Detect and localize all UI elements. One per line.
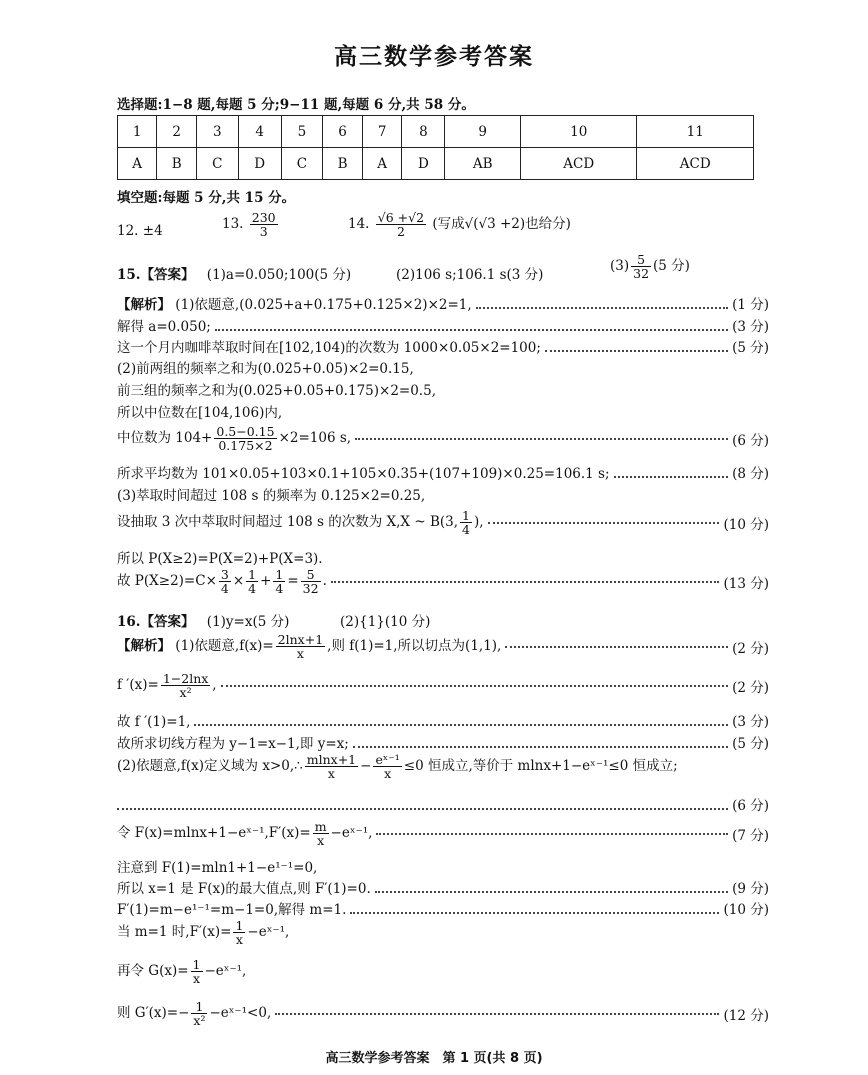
q16-step-2 [117,672,769,699]
numerator: 230 [251,210,276,225]
points: (3 分) [732,319,769,335]
denominator: 32 [302,581,319,597]
points: (2 分) [732,640,769,657]
leader-dots [488,522,720,524]
q15-analysis-label: 【解析】 [117,297,171,313]
q15-answer-3-label: (3) [610,258,630,275]
q16-step-8 [117,877,769,897]
points: (5 分) [732,736,769,752]
q15-step-5: 前三组的频率之和为(0.025+0.05+0.175)×2=0.5, [117,383,436,399]
numerator: √6 +√2 [377,210,425,225]
q15-step-text: 这一个月内咖啡萃取时间在[102,104)的次数为 1000×0.05×2=100; [117,340,541,356]
fill-answer-13-label: 13. [222,216,244,233]
numerator: 1 [275,567,284,582]
denominator: 2 [396,224,405,240]
q16-step-6 [117,820,769,847]
table-cell: 6 [323,116,363,148]
points: (9 分) [732,881,769,897]
leader-dots [353,746,728,748]
table-cell: 2 [157,116,197,148]
fraction [233,919,245,946]
q16-step-text: 故 f ′(1)=1, [117,714,191,730]
q16-step-10 [117,919,289,946]
q15-answer-1: (1)a=0.050;100(5 分) [206,267,352,283]
fraction [631,253,651,280]
table-cell: B [157,148,197,180]
leader-dots [275,1013,719,1015]
fraction [161,672,210,699]
q15-answer-2: (2)106 s;106.1 s(3 分) [396,267,544,283]
table-cell: 7 [363,116,402,148]
points: (10 分) [723,516,769,533]
leader-dots [545,350,728,352]
q16-step-text: 当 m=1 时,F′(x)= [117,924,232,941]
choice-section-header: 选择题:1−8 题,每题 5 分;9−11 题,每题 6 分,共 58 分。 [117,97,475,113]
numerator: 1 [191,1000,207,1014]
q15-step-9: (3)萃取时间超过 108 s 的频率为 0.125×2=0.25, [117,488,426,504]
q15-step-6: 所以中位数在[104,106)内, [117,405,283,421]
fraction [273,568,285,595]
fraction [214,425,276,452]
denominator: 3 [259,224,268,240]
q16-step-1 [117,633,769,660]
table-cell: 9 [445,116,520,148]
table-cell: C [281,148,322,180]
fill-answer-14-label: 14. [348,216,370,233]
denominator: x [327,766,335,782]
table-cell: B [323,148,363,180]
fill-answer-14 [348,211,571,238]
leader-dots [375,891,728,893]
denominator: 4 [462,522,470,538]
q15-step-text: . [322,573,327,590]
fraction [191,1000,207,1027]
fraction [301,568,321,595]
q16-step-5 [117,753,678,780]
fraction [460,509,472,536]
denominator: x [296,646,304,662]
fill-answer-13 [222,211,280,238]
fraction [246,568,258,595]
q15-step-text: + [260,573,272,590]
q15-step-11: 所以 P(X≥2)=P(X=2)+P(X=3). [117,551,323,567]
fraction [305,753,358,780]
table-row-numbers [118,116,754,148]
fraction [219,568,231,595]
q16-step-text: 令 F(x)=mlnx+1−eˣ⁻¹,F′(x)= [117,825,311,842]
q16-step-text: −eˣ⁻¹, [247,924,290,941]
q16-step-text: F′(1)=m−e¹⁻¹=m−1=0,解得 m=1. [117,902,347,918]
q16-step-text: ≤0 恒成立,等价于 mlnx+1−eˣ⁻¹≤0 恒成立; [403,758,678,775]
table-cell: C [197,148,238,180]
leader-dots [376,833,728,835]
q16-step-text: −eˣ⁻¹<0, [209,1005,272,1022]
q16-step-text: − [360,758,372,775]
table-cell: 1 [118,116,157,148]
denominator: 0.175×2 [218,438,273,454]
q15-step-text: = [287,573,299,590]
numerator: 1 [235,918,244,933]
q15-step-text: ×2=106 s, [278,430,352,447]
q16-step-12 [117,1000,769,1027]
table-cell: AB [445,148,520,180]
q15-step-text: 中位数为 104+ [117,430,213,447]
numerator: eˣ⁻¹ [375,752,400,767]
q16-step-text: 所以 x=1 是 F(x)的最大值点,则 F′(1)=0. [117,881,371,897]
table-cell: ACD [637,148,754,180]
points: (1 分) [732,297,769,313]
denominator: x [384,766,392,782]
q16-answer-2: (2){1}(10 分) [340,614,431,630]
q15-answer-3-points: (5 分) [653,258,690,275]
denominator: x² [179,685,192,701]
q16-analysis-label: 【解析】 [117,638,171,655]
table-cell: 8 [402,116,445,148]
q16-step-text: 再令 G(x)= [117,963,189,980]
table-cell: D [402,148,445,180]
points: (13 分) [723,575,769,592]
table-cell: 3 [197,116,238,148]
q15-step-7 [117,425,769,452]
fraction [313,820,329,847]
leader-dots [215,329,728,331]
points: (5 分) [732,340,769,356]
q16-step-text: (2)依题意,f(x)定义域为 x>0,∴ [117,758,303,775]
denominator: x² [193,1013,206,1029]
q15-answer-row [117,263,351,283]
q16-step-4 [117,732,769,752]
q15-step-text: (1)依题意,(0.025+a+0.175+0.125×2)×2=1, [175,297,472,313]
points: (6 分) [732,432,769,449]
points: (7 分) [732,827,769,844]
fraction [373,753,401,780]
table-cell: 4 [238,116,281,148]
q15-step-text: × [205,573,217,590]
q16-step-text: (1)依题意,f(x)= [175,638,274,655]
q15-step-text: ), [473,514,484,531]
q16-step-text: −eˣ⁻¹, [330,825,373,842]
q15-step-8 [117,462,769,482]
numerator: 3 [220,567,229,582]
leader-dots [117,808,728,810]
numerator: 0.5−0.15 [216,424,275,439]
points: (6 分) [732,798,769,814]
q16-step-text: , [212,677,217,694]
q16-step-text: −eˣ⁻¹, [204,963,247,980]
q15-answer-label: 15.【答案】 [117,267,195,283]
table-cell: ACD [520,148,637,180]
page-footer: 高三数学参考答案 第 1 页(共 8 页) [325,1051,543,1066]
denominator: 4 [220,581,229,597]
numerator: mlnx+1 [306,752,357,767]
q16-step-text: 则 G′(x)=− [117,1005,190,1022]
q15-step-12 [117,568,769,595]
q16-step-text: ,则 f(1)=1,所以切点为(1,1), [327,638,502,655]
fraction [191,958,203,985]
points: (8 分) [732,466,769,482]
q15-step-text: 故 P(X≥2)=C [117,573,206,590]
denominator: 4 [275,581,284,597]
table-cell: A [363,148,402,180]
q16-step-5-points-row [117,794,769,814]
numerator: 1 [462,508,470,523]
denominator: 4 [248,581,257,597]
points: (2 分) [732,679,769,696]
q15-step-1 [117,293,769,313]
table-row-answers [118,148,754,180]
fill-section-header: 填空题:每题 5 分,共 15 分。 [117,190,296,206]
table-cell: 10 [520,116,637,148]
table-cell: D [238,148,281,180]
numerator: 1−2lnx [162,671,209,686]
leader-dots [476,307,728,309]
fill-answer-12: 12. ±4 [117,223,163,239]
table-cell: A [118,148,157,180]
q16-step-3 [117,710,769,730]
leader-dots [194,724,728,726]
leader-dots [505,646,728,648]
numerator: m [314,819,327,834]
leader-dots [614,476,729,478]
fraction [376,211,426,238]
q15-step-4: (2)前两组的频率之和为(0.025+0.05)×2=0.15, [117,361,414,377]
numerator: 1 [248,567,257,582]
q15-step-text: × [232,573,245,590]
fraction [276,633,325,660]
numerator: 5 [631,253,651,267]
q15-step-text: 设抽取 3 次中萃取时间超过 108 s 的次数为 X,X ~ B(3, [117,514,459,531]
leader-dots [221,685,728,687]
leader-dots [350,912,719,914]
q15-step-2 [117,315,769,335]
table-cell: 11 [637,116,754,148]
leader-dots [331,581,720,583]
table-cell: 5 [281,116,322,148]
choice-answer-table [117,115,754,180]
q15-step-text: 所求平均数为 101×0.05+103×0.1+105×0.35+(107+109)×0.25=106.1 s; [117,466,610,482]
q16-step-text: f ′(x)= [117,677,159,694]
numerator: 2lnx+1 [277,632,324,647]
q16-answer-1: (1)y=x(5 分) [206,614,290,630]
fill-answer-14-note: (写成√(√3 +2)也给分) [432,216,571,233]
page-title: 高三数学参考答案 [334,43,534,70]
q16-answer-row [117,610,289,630]
q16-step-9 [117,898,769,918]
q15-step-10 [117,509,769,536]
points: (10 分) [723,902,769,918]
points: (12 分) [723,1007,769,1024]
numerator: 5 [301,568,321,582]
points: (3 分) [732,714,769,730]
q15-step-text: 解得 a=0.050; [117,319,211,335]
q16-step-text: 故所求切线方程为 y−1=x−1,即 y=x; [117,736,349,752]
q15-answer-3 [610,253,690,280]
denominator: x [192,971,201,987]
fraction [250,211,278,238]
denominator: x [235,932,243,948]
q16-step-11 [117,958,246,985]
q15-step-3 [117,336,769,356]
leader-dots [355,438,728,440]
q16-step-7: 注意到 F(1)=mln1+1−e¹⁻¹=0, [117,860,318,876]
denominator: 32 [633,266,650,282]
denominator: x [317,833,325,849]
numerator: 1 [192,957,201,972]
q16-answer-label: 16.【答案】 [117,614,195,630]
